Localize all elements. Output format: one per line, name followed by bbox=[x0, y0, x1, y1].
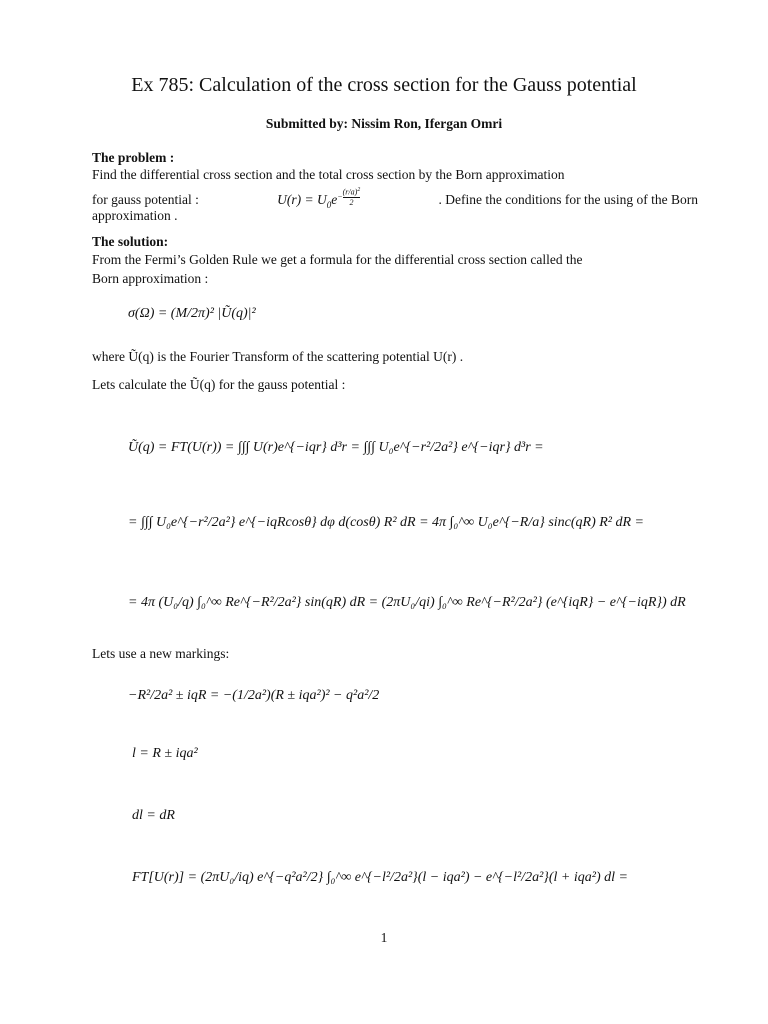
page-number: 1 bbox=[380, 930, 388, 945]
equation-fourier-1: Ũ(q) = FT(U(r)) = ∫∫∫ U(r)e^{−iqr} d³r = ∫∫∫ U₀e^{−r²/2a²} e^{−iqr} d³r = bbox=[128, 440, 544, 455]
problem-heading: The problem : bbox=[92, 150, 175, 165]
equation-completing-square: −R²/2a² ± iqR = −(1/2a²)(R ± iqa²)² − q²a²/2 bbox=[128, 688, 380, 703]
equation-substitution-l: l = R ± iqa² bbox=[132, 746, 198, 761]
solution-text-line1: From the Fermi’s Golden Rule we get a formula for the differential cross section called the bbox=[92, 252, 583, 267]
lets-calculate-text: Lets calculate the Ũ(q) for the gauss potential : bbox=[92, 377, 346, 392]
problem-formula: $U(r) = U_0e^{- \frac{(r/a)^2}{2}}$ bbox=[277, 187, 361, 210]
equation-ft-result: FT[U(r)] = (2πU₀/iq) e^{−q²a²/2} ∫₀^∞ e^{−l²/2a²}(l − iqa²) − e^{−l²/2a²}(l + iqa²) dl = bbox=[132, 870, 628, 885]
equation-substitution-dl: dl = dR bbox=[132, 808, 175, 823]
equation-fourier-2: = ∫∫∫ U₀e^{−r²/2a²} e^{−iqRcosθ} dφ d(cosθ) R² dR = 4π ∫₀^∞ U₀e^{−R/a} sinc(qR) R² dR = bbox=[128, 515, 644, 530]
new-markings-text: Lets use a new markings: bbox=[92, 646, 230, 661]
problem-text-before: for gauss potential : bbox=[92, 192, 199, 208]
equation-born-approximation: σ(Ω) = (M/2π)² |Ũ(q)|² bbox=[128, 306, 256, 321]
problem-text-line1: Find the differential cross section and the total cross section by the Born approximation bbox=[92, 167, 565, 182]
where-text: where Ũ(q) is the Fourier Transform of the scattering potential U(r) . bbox=[92, 349, 464, 364]
problem-text-after: . Define the conditions for the using of the Born bbox=[438, 192, 698, 208]
problem-text-line3: approximation . bbox=[92, 208, 178, 223]
page-title: Ex 785: Calculation of the cross section for the Gauss potential bbox=[131, 74, 637, 96]
authors-line: Submitted by: Nissim Ron, Ifergan Omri bbox=[265, 116, 503, 131]
solution-heading: The solution: bbox=[92, 234, 169, 249]
equation-fourier-3: = 4π (U₀/q) ∫₀^∞ Re^{−R²/2a²} sin(qR) dR = (2πU₀/qi) ∫₀^∞ Re^{−R²/2a²} (e^{iqR} − e^{−iqR}) dR bbox=[128, 595, 686, 610]
solution-text-line2: Born approximation : bbox=[92, 271, 209, 286]
